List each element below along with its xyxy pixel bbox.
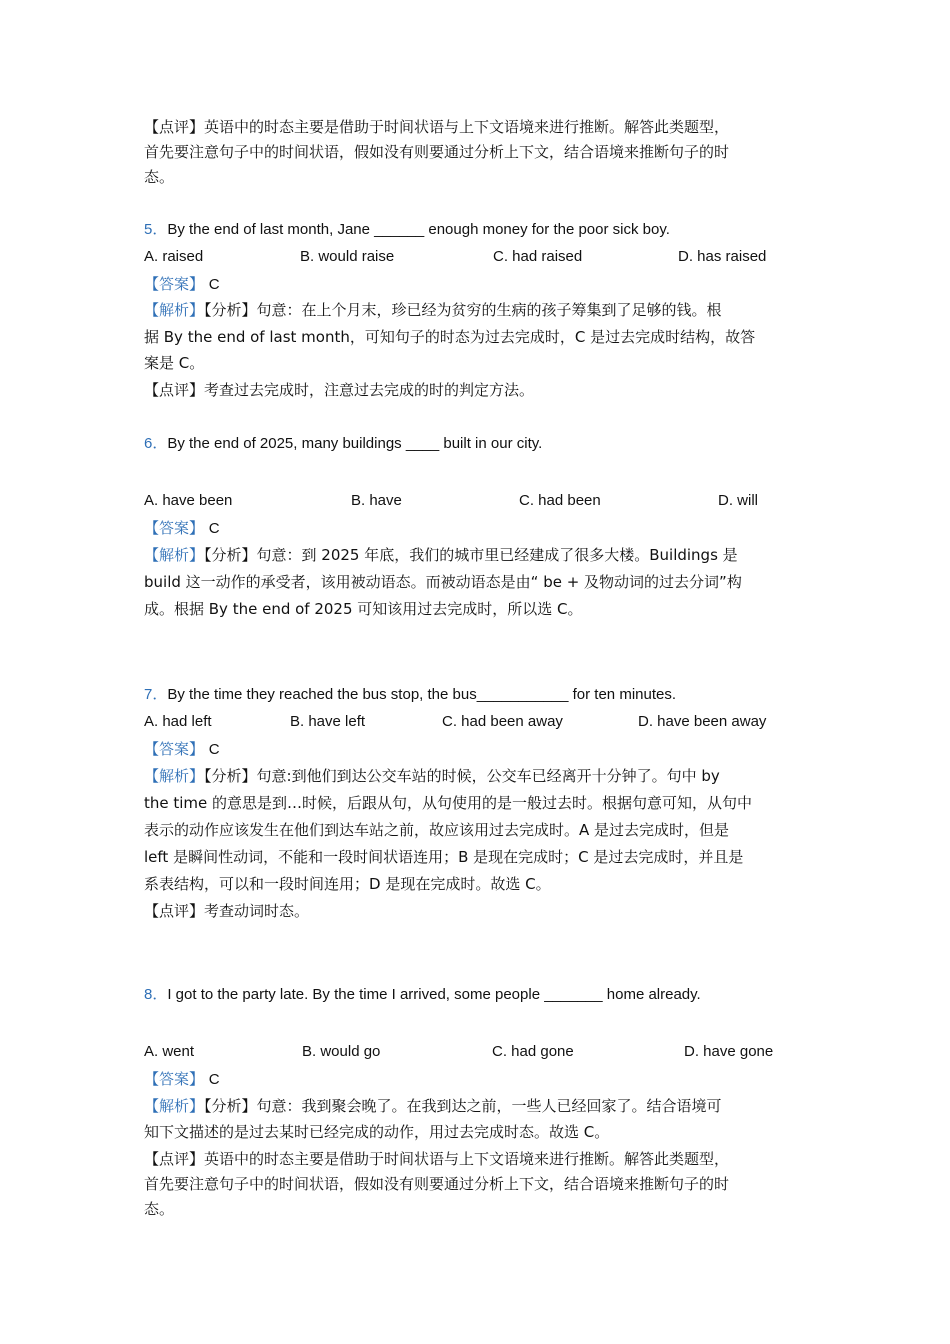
answer-row — [144, 518, 220, 539]
analysis-text: 【分析】句意：在上个月末，珍已经为贫穷的生病的孩子筹集到了足够的钱。根 — [204, 301, 722, 319]
analysis-text: 【分析】句意：到 2025 年底，我们的城市里已经建成了很多大楼。Buildings 是 — [204, 546, 738, 564]
answer-row — [144, 274, 220, 295]
option-c: C. had been away — [442, 713, 563, 730]
comment-text: 【点评】英语中的时态主要是借助于时间状语与上下文语境来进行推断。解答此类题型， — [144, 1150, 730, 1168]
option-b: B. have left — [290, 713, 366, 730]
option-d: D. will — [718, 492, 758, 509]
analysis-tag: 【解析】 — [144, 301, 205, 319]
question-stem — [144, 985, 701, 1005]
option-b: B. would raise — [300, 248, 395, 265]
comment-line: 首先要注意句子中的时间状语，假如没有则要通过分析上下文，结合语境来推断句子的时 — [144, 143, 730, 161]
comment-line: 【点评】英语中的时态主要是借助于时间状语与上下文语境来进行推断。解答此类题型， — [144, 118, 730, 136]
option-a: A. had left — [144, 713, 212, 730]
answer-value: C — [208, 1071, 220, 1088]
question-number: 5． — [144, 221, 168, 238]
question-stem — [144, 434, 542, 454]
comment-text: 【点评】考查过去完成时，注意过去完成的时的判定方法。 — [144, 381, 535, 399]
question-text: By the end of 2025, many buildings ____ built in our city. — [167, 435, 543, 452]
answer-tag: 【答案】 — [144, 740, 205, 758]
question-stem — [144, 220, 670, 240]
option-d: D. have gone — [684, 1043, 774, 1060]
question-stem — [144, 685, 676, 705]
option-b: B. would go — [302, 1043, 381, 1060]
analysis-text: left 是瞬间性动词，不能和一段时间状语连用；B 是现在完成时；C 是过去完成时，并且是 — [144, 848, 744, 866]
analysis-text: 【分析】句意：我到聚会晚了。在我到达之前，一些人已经回家了。结合语境可 — [204, 1097, 722, 1115]
option-d: D. have been away — [638, 713, 767, 730]
option-b: B. have — [351, 492, 402, 509]
analysis-text: 案是 C。 — [144, 354, 205, 372]
analysis-row — [144, 300, 722, 320]
comment-text: 【点评】考查动词时态。 — [144, 902, 310, 920]
comment-line: 态。 — [144, 168, 175, 186]
analysis-text: 系表结构，可以和一段时间连用；D 是现在完成时。故选 C。 — [144, 875, 551, 893]
option-c: C. had gone — [492, 1043, 574, 1060]
question-text: I got to the party late. By the time I arrived, some people _______ home already. — [167, 986, 701, 1003]
comment-text: 首先要注意句子中的时间状语，假如没有则要通过分析上下文，结合语境来推断句子的时 — [144, 1175, 730, 1193]
option-a: A. have been — [144, 492, 233, 509]
question-number: 7． — [144, 686, 168, 703]
analysis-text: build 这一动作的承受者，该用被动语态。而被动语态是由“ be + 及物动词的过去分词”构 — [144, 573, 742, 591]
analysis-tag: 【解析】 — [144, 546, 205, 564]
analysis-text: 据 By the end of last month，可知句子的时态为过去完成时，C 是过去完成时结构，故答 — [144, 328, 756, 346]
analysis-text: 表示的动作应该发生在他们到达车站之前，故应该用过去完成时。A 是过去完成时，但是 — [144, 821, 730, 839]
answer-row — [144, 739, 220, 760]
analysis-row — [144, 1096, 722, 1116]
analysis-text: 知下文描述的是过去某时已经完成的动作，用过去完成时态。故选 C。 — [144, 1123, 610, 1141]
analysis-tag: 【解析】 — [144, 767, 205, 785]
analysis-text: the time 的意思是到…时候，后跟从句，从句使用的是一般过去时。根据句意可知，从句中 — [144, 794, 753, 812]
answer-value: C — [208, 741, 220, 758]
answer-value: C — [208, 520, 220, 537]
question-number: 8． — [144, 986, 168, 1003]
option-a: A. went — [144, 1043, 195, 1060]
analysis-row — [144, 766, 720, 786]
analysis-row — [144, 545, 738, 565]
answer-tag: 【答案】 — [144, 519, 205, 537]
question-number: 6． — [144, 435, 168, 452]
question-text: By the end of last month, Jane ______ enough money for the poor sick boy. — [167, 221, 670, 238]
answer-row — [144, 1069, 220, 1090]
analysis-text: 成。根据 By the end of 2025 可知该用过去完成时，所以选 C。 — [144, 600, 583, 618]
analysis-text: 【分析】句意:到他们到达公交车站的时候，公交车已经离开十分钟了。句中 by — [204, 767, 720, 785]
analysis-tag: 【解析】 — [144, 1097, 205, 1115]
answer-value: C — [208, 276, 220, 293]
option-c: C. had been — [519, 492, 601, 509]
option-c: C. had raised — [493, 248, 583, 265]
question-text: By the time they reached the bus stop, the bus___________ for ten minutes. — [167, 686, 677, 703]
comment-text: 态。 — [144, 1200, 175, 1218]
option-a: A. raised — [144, 248, 204, 265]
option-d: D. has raised — [678, 248, 767, 265]
answer-tag: 【答案】 — [144, 275, 205, 293]
answer-tag: 【答案】 — [144, 1070, 205, 1088]
